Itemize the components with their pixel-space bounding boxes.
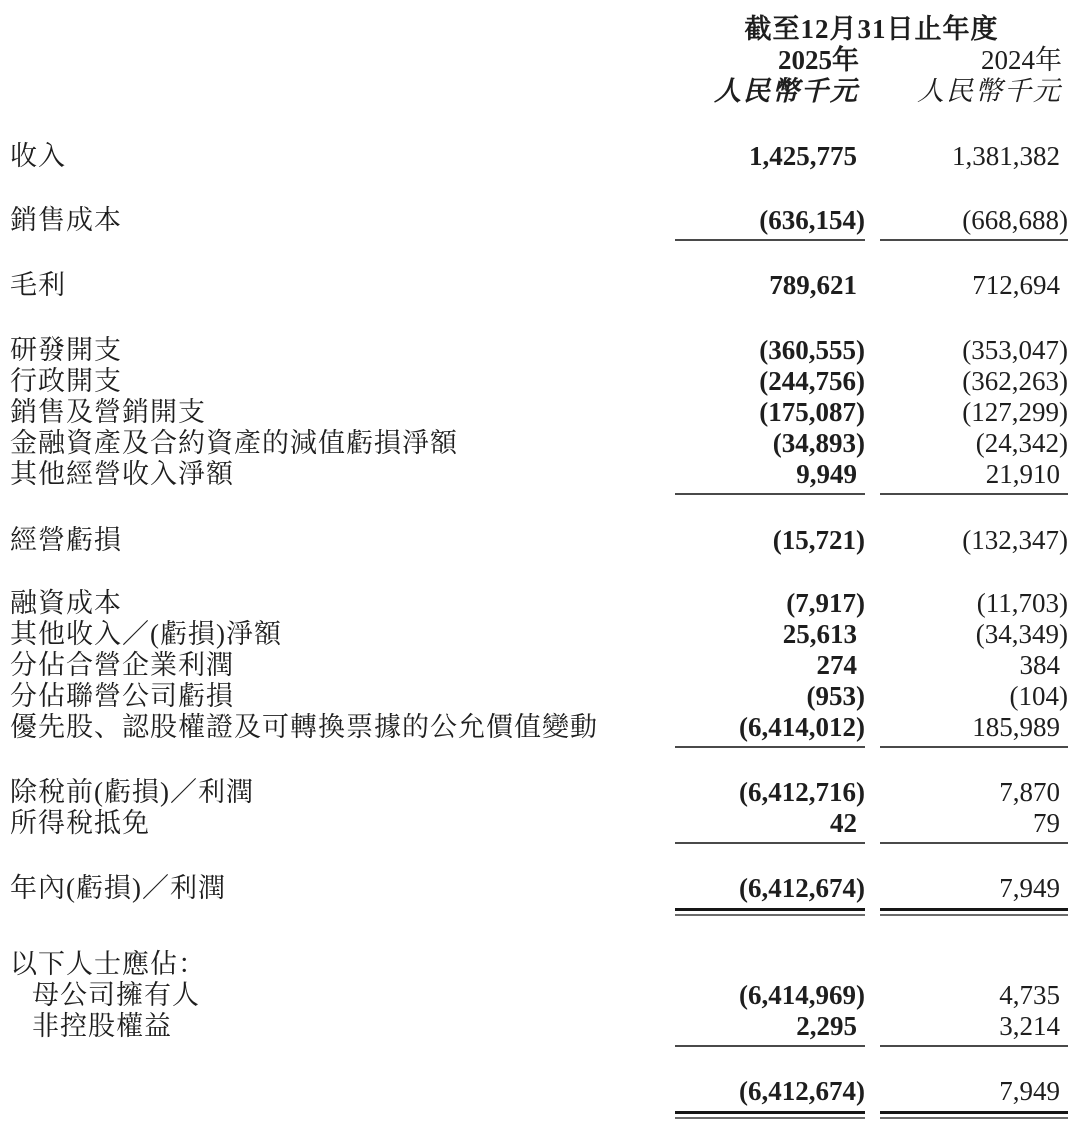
double-rule [10, 1111, 1068, 1119]
row-label: 所得稅抵免 [10, 808, 150, 838]
table-row-selling-marketing [10, 397, 1068, 428]
table-row-cost-of-sales [10, 205, 1068, 236]
year-header-2024: 2024年 [981, 45, 1062, 75]
value-2024: 4,735 [999, 980, 1060, 1010]
value-2025: 1,425,775 [749, 141, 857, 171]
value-2025: 274 [816, 650, 857, 680]
table-row-rd-expenses [10, 335, 1068, 366]
value-2024: (127,299) [962, 397, 1068, 427]
value-2025: 2,295 [796, 1011, 857, 1041]
row-label: 收入 [10, 141, 66, 171]
row-label: 年內(虧損)／利潤 [10, 873, 226, 903]
value-2025: 9,949 [796, 459, 857, 489]
value-2025: (6,412,674) [739, 873, 865, 903]
table-row-share-jv-profit [10, 650, 1068, 681]
table-row-fair-value-changes [10, 712, 1068, 743]
value-2024: 3,214 [999, 1011, 1060, 1041]
value-2024: (34,349) [975, 619, 1068, 649]
currency-unit-2025: 人民幣千元 [714, 76, 859, 106]
value-2024: 712,694 [972, 270, 1060, 300]
value-2025: (636,154) [759, 205, 865, 235]
value-2025: (15,721) [772, 525, 865, 555]
value-2024: 79 [1033, 808, 1060, 838]
value-2024: 384 [1019, 650, 1060, 680]
table-row-revenue [10, 141, 1068, 172]
row-label: 以下人士應佔： [10, 949, 206, 979]
table-row-profit-for-year [10, 873, 1068, 904]
row-label: 其他收入／(虧損)淨額 [10, 619, 282, 649]
row-label: 研發開支 [10, 335, 122, 365]
value-2024: (24,342) [975, 428, 1068, 458]
value-2024: 7,870 [999, 777, 1060, 807]
table-row-owners-of-parent [10, 980, 1068, 1011]
value-2025: (244,756) [759, 366, 865, 396]
value-2025: 789,621 [769, 270, 857, 300]
row-label: 分佔合營企業利潤 [10, 650, 234, 680]
value-2024: 185,989 [972, 712, 1060, 742]
period-header-row [10, 14, 1068, 45]
row-label: 融資成本 [10, 588, 122, 618]
value-2025: (175,087) [759, 397, 865, 427]
table-row-total [10, 1076, 1068, 1107]
period-header: 截至12月31日止年度 [744, 14, 999, 44]
table-row-finance-costs [10, 588, 1068, 619]
currency-unit-2024: 人民幣千元 [917, 76, 1062, 106]
value-2025: (953) [806, 681, 865, 711]
value-2025: (6,412,716) [739, 777, 865, 807]
table-row-attributable-to [10, 949, 1068, 980]
year-header-row [10, 45, 1068, 76]
row-label: 經營虧損 [10, 525, 122, 555]
value-2025: (7,917) [786, 588, 865, 618]
table-row-profit-before-tax [10, 777, 1068, 808]
value-2025: (6,412,674) [739, 1076, 865, 1106]
value-2024: (104) [1009, 681, 1068, 711]
row-label: 行政開支 [10, 366, 122, 396]
year-header-2025: 2025年 [778, 45, 859, 75]
table-row-income-tax-credit [10, 808, 1068, 839]
value-2025: 42 [830, 808, 857, 838]
single-rule [10, 493, 1068, 495]
row-label: 銷售成本 [10, 205, 122, 235]
table-row-other-income-losses [10, 619, 1068, 650]
value-2025: (34,893) [772, 428, 865, 458]
single-rule [10, 746, 1068, 748]
double-rule [10, 908, 1068, 916]
table-row-operating-loss [10, 525, 1068, 556]
table-row-gross-profit [10, 270, 1068, 301]
table-row-impairment-losses [10, 428, 1068, 459]
table-row-admin-expenses [10, 366, 1068, 397]
row-label: 非控股權益 [32, 1011, 172, 1041]
table-row-non-controlling-interests [10, 1011, 1068, 1042]
value-2024: 7,949 [999, 1076, 1060, 1106]
value-2024: (362,263) [962, 366, 1068, 396]
row-label: 毛利 [10, 270, 66, 300]
row-label: 母公司擁有人 [32, 980, 200, 1010]
value-2024: 7,949 [999, 873, 1060, 903]
value-2025: (6,414,969) [739, 980, 865, 1010]
table-row-share-associates-loss [10, 681, 1068, 712]
value-2024: 21,910 [985, 459, 1060, 489]
value-2024: (132,347) [962, 525, 1068, 555]
row-label: 除稅前(虧損)／利潤 [10, 777, 254, 807]
row-label: 優先股、認股權證及可轉換票據的公允價值變動 [10, 712, 598, 742]
value-2025: (360,555) [759, 335, 865, 365]
row-label: 銷售及營銷開支 [10, 397, 206, 427]
value-2024: (11,703) [976, 588, 1068, 618]
value-2024: 1,381,382 [952, 141, 1060, 171]
single-rule [10, 842, 1068, 844]
value-2024: (353,047) [962, 335, 1068, 365]
row-label: 金融資產及合約資產的減值虧損淨額 [10, 428, 458, 458]
value-2025: (6,414,012) [739, 712, 865, 742]
value-2024: (668,688) [962, 205, 1068, 235]
value-2025: 25,613 [782, 619, 857, 649]
table-row-other-operating-income [10, 459, 1068, 490]
single-rule [10, 239, 1068, 241]
row-label: 其他經營收入淨額 [10, 459, 234, 489]
row-label: 分佔聯營公司虧損 [10, 681, 234, 711]
single-rule [10, 1045, 1068, 1047]
unit-header-row [10, 76, 1068, 107]
